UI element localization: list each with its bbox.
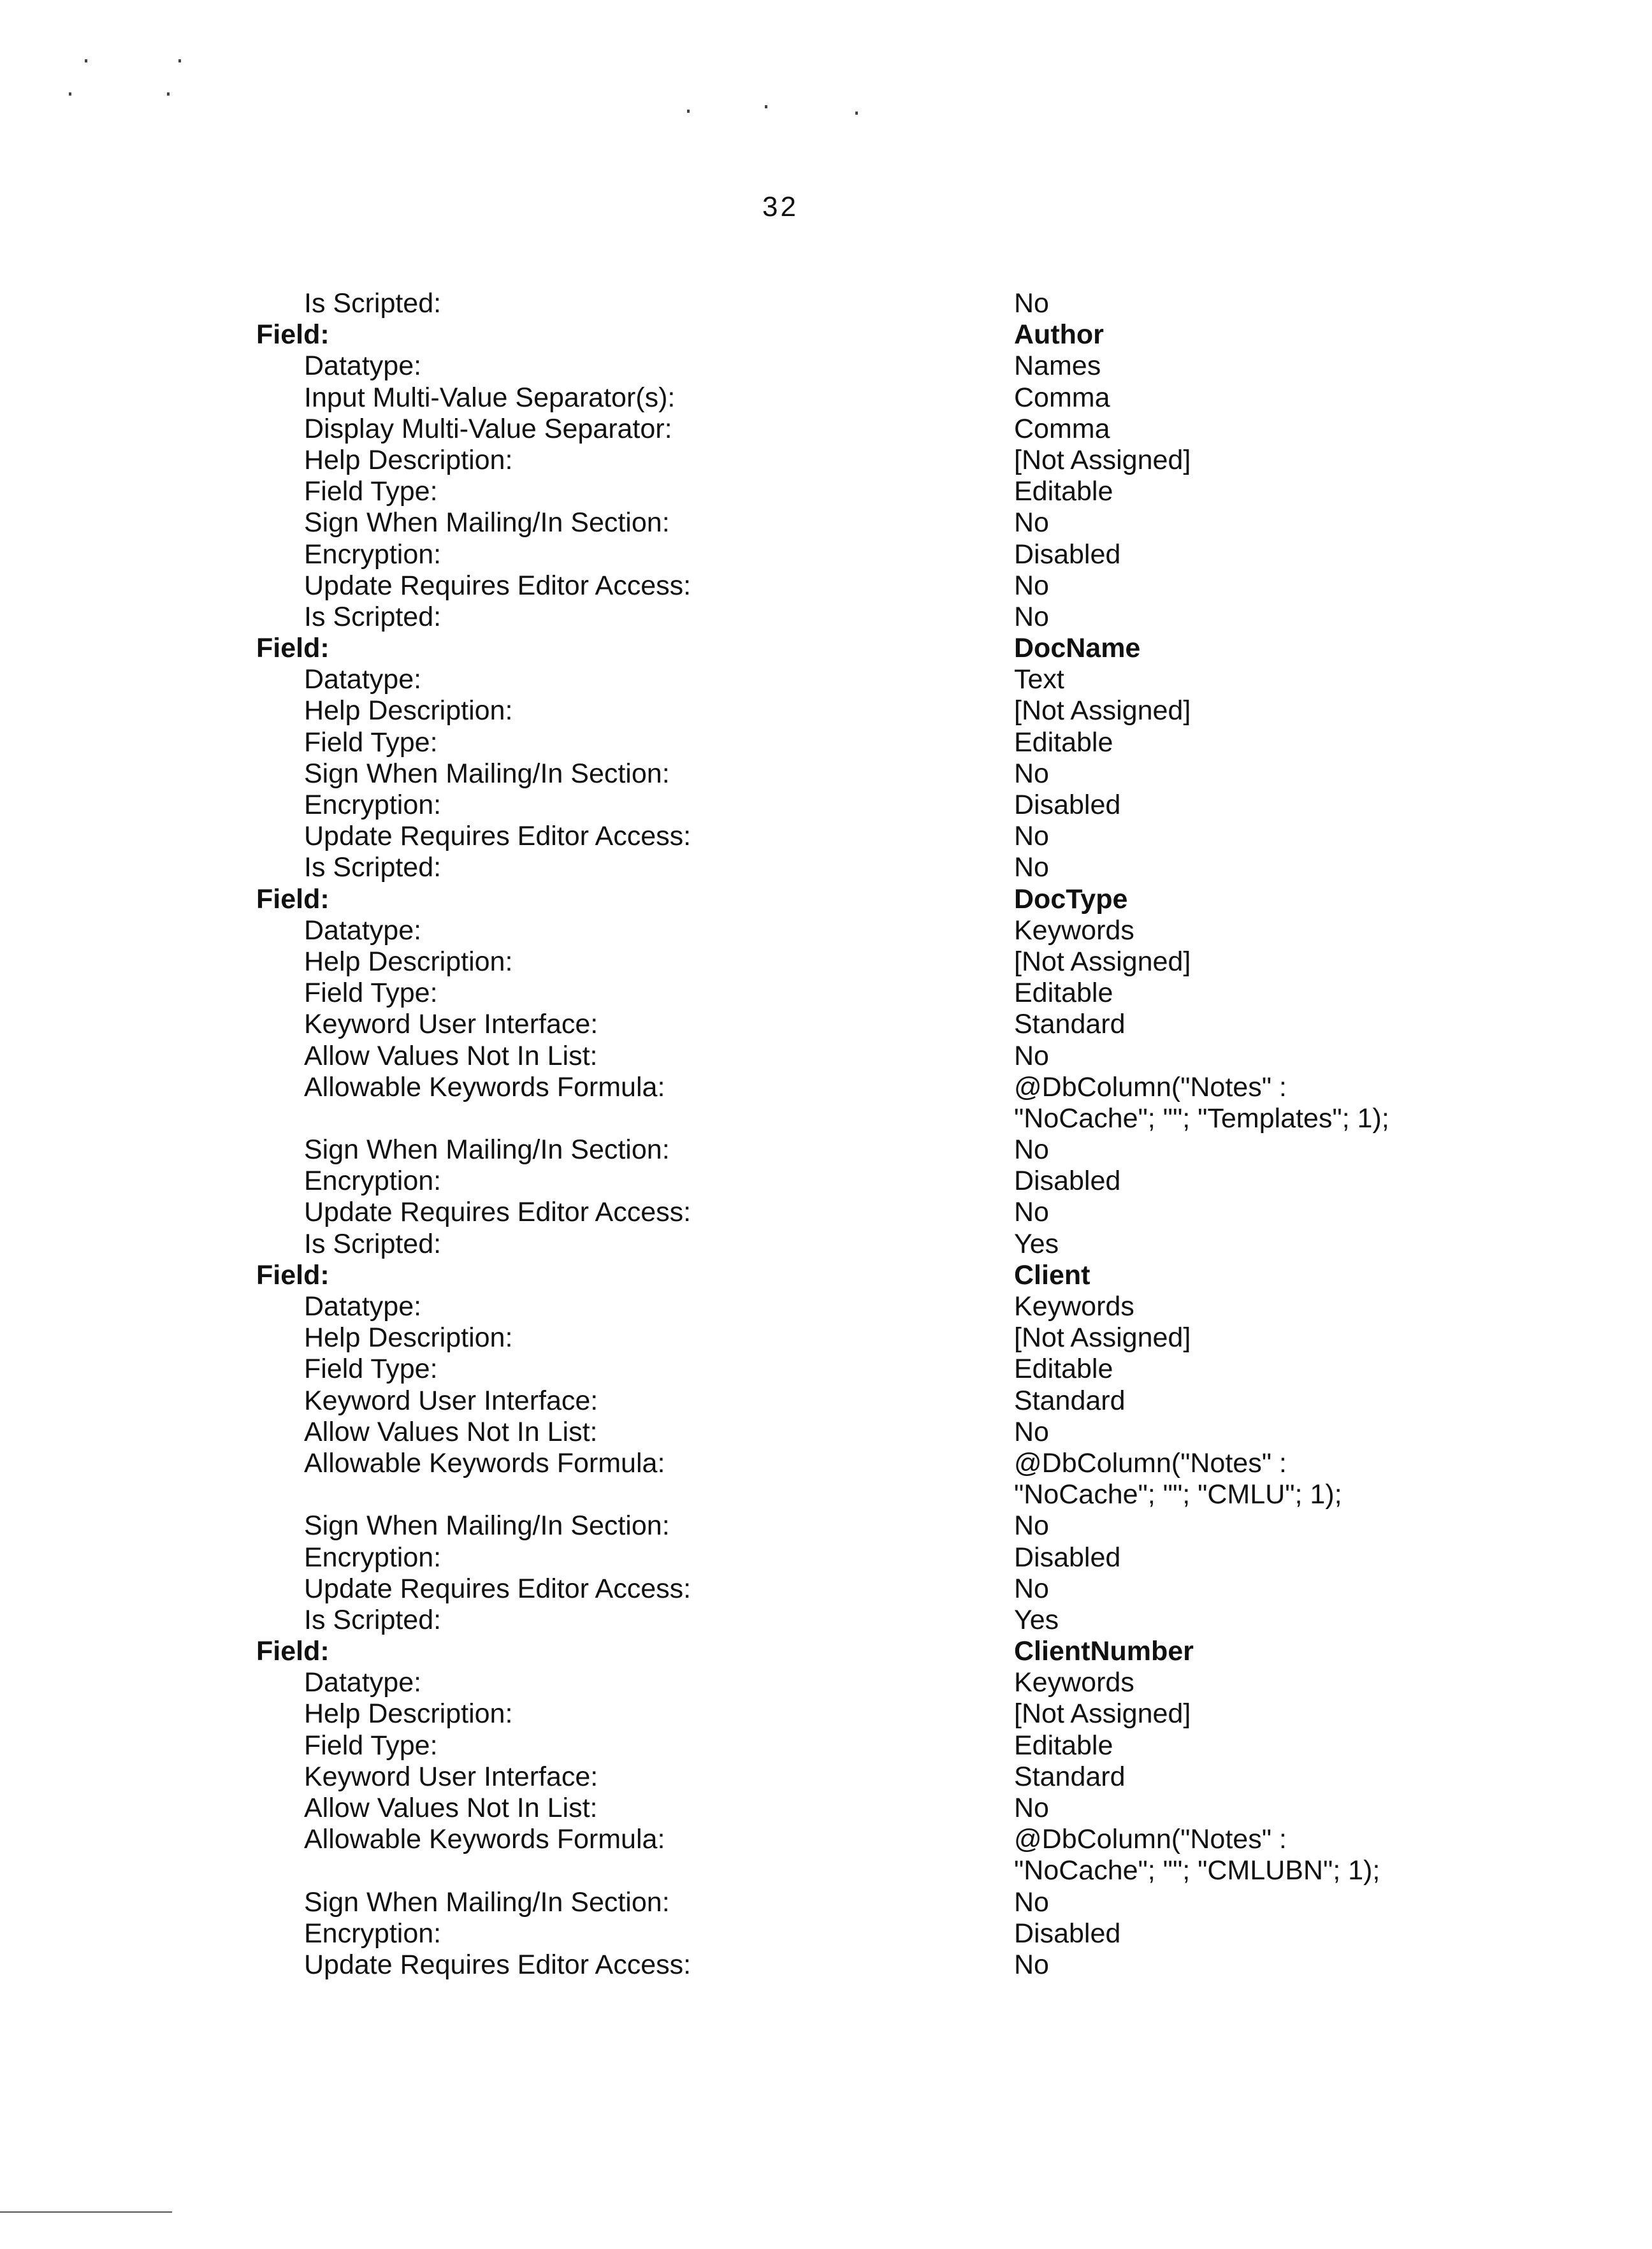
scan-speck	[855, 112, 858, 115]
property-label: Field Type:	[304, 1354, 438, 1385]
property-value: No	[1014, 570, 1049, 602]
property-label: Sign When Mailing/In Section:	[304, 758, 670, 790]
field-header-row	[0, 884, 1652, 915]
property-value: No	[1014, 758, 1049, 790]
property-label: Help Description:	[304, 1322, 512, 1354]
property-value: Standard	[1014, 1009, 1126, 1040]
property-row	[0, 414, 1652, 445]
scan-speck	[167, 92, 170, 96]
property-value: Editable	[1014, 1354, 1113, 1385]
property-label: Allowable Keywords Formula:	[304, 1072, 665, 1103]
property-label: Update Requires Editor Access:	[304, 821, 691, 852]
property-value: Yes	[1014, 1605, 1059, 1636]
property-label: Encryption:	[304, 1166, 441, 1197]
property-label: Field Type:	[304, 476, 438, 507]
property-label: Field Type:	[304, 727, 438, 758]
property-value: Editable	[1014, 978, 1113, 1009]
property-row	[0, 1229, 1652, 1260]
property-label: Encryption:	[304, 790, 441, 821]
property-row	[0, 570, 1652, 602]
property-value: Disabled	[1014, 1166, 1120, 1197]
property-row	[0, 727, 1652, 758]
property-label: Display Multi-Value Separator:	[304, 414, 672, 445]
property-value: Editable	[1014, 476, 1113, 507]
field-name: Author	[1014, 319, 1104, 351]
property-label: Help Description:	[304, 445, 512, 476]
property-row	[0, 1166, 1652, 1197]
property-label: Encryption:	[304, 1542, 441, 1573]
property-label: Datatype:	[304, 1667, 421, 1698]
property-label: Input Multi-Value Separator(s):	[304, 382, 675, 414]
property-value: @DbColumn("Notes" :	[1014, 1824, 1287, 1855]
property-label: Sign When Mailing/In Section:	[304, 1134, 670, 1166]
property-value: No	[1014, 1417, 1049, 1448]
property-label: Sign When Mailing/In Section:	[304, 1887, 670, 1918]
property-row	[0, 1385, 1652, 1417]
property-label: Sign When Mailing/In Section:	[304, 507, 670, 539]
property-label: Field Type:	[304, 1730, 438, 1761]
footer-rule	[0, 2211, 172, 2213]
property-row	[0, 1667, 1652, 1698]
property-value: [Not Assigned]	[1014, 695, 1191, 727]
property-label: Help Description:	[304, 1698, 512, 1730]
field-heading-label: Field:	[256, 633, 330, 664]
property-label: Allowable Keywords Formula:	[304, 1448, 665, 1479]
property-label: Is Scripted:	[304, 288, 441, 319]
property-value: [Not Assigned]	[1014, 1322, 1191, 1354]
property-label: Is Scripted:	[304, 852, 441, 883]
property-value: [Not Assigned]	[1014, 946, 1191, 978]
property-value: @DbColumn("Notes" :	[1014, 1072, 1287, 1103]
scan-speck	[69, 92, 71, 96]
property-label: Help Description:	[304, 695, 512, 727]
property-row	[0, 1510, 1652, 1542]
property-value: Comma	[1014, 382, 1110, 414]
property-value: Disabled	[1014, 1918, 1120, 1949]
property-row	[0, 1417, 1652, 1448]
property-row	[0, 1009, 1652, 1040]
property-row	[0, 1354, 1652, 1385]
property-row	[0, 1855, 1652, 1886]
property-label: Allow Values Not In List:	[304, 1041, 597, 1072]
property-label: Update Requires Editor Access:	[304, 1573, 691, 1605]
field-header-row	[0, 1260, 1652, 1291]
property-label: Datatype:	[304, 351, 421, 382]
property-label: Keyword User Interface:	[304, 1385, 598, 1417]
property-row	[0, 1824, 1652, 1855]
property-row	[0, 1479, 1652, 1510]
property-row	[0, 978, 1652, 1009]
property-row	[0, 758, 1652, 790]
property-value: [Not Assigned]	[1014, 1698, 1191, 1730]
property-label: Allow Values Not In List:	[304, 1417, 597, 1448]
property-value: Keywords	[1014, 1667, 1134, 1698]
property-row	[0, 852, 1652, 883]
field-name: DocName	[1014, 633, 1140, 664]
property-label: Encryption:	[304, 1918, 441, 1949]
property-row	[0, 1730, 1652, 1761]
property-value: Editable	[1014, 727, 1113, 758]
property-value: Editable	[1014, 1730, 1113, 1761]
property-value: No	[1014, 602, 1049, 633]
property-value: Keywords	[1014, 1291, 1134, 1322]
property-row	[0, 445, 1652, 476]
scan-speck	[765, 105, 767, 108]
property-label: Allow Values Not In List:	[304, 1793, 597, 1824]
property-row	[0, 915, 1652, 946]
property-value: Keywords	[1014, 915, 1134, 946]
property-row	[0, 1949, 1652, 1981]
field-heading-label: Field:	[256, 1636, 330, 1667]
scan-speck	[85, 59, 87, 62]
property-row	[0, 382, 1652, 414]
property-row	[0, 1291, 1652, 1322]
property-value: No	[1014, 288, 1049, 319]
property-row	[0, 1918, 1652, 1949]
field-heading-label: Field:	[256, 319, 330, 351]
property-label: Help Description:	[304, 946, 512, 978]
property-row	[0, 602, 1652, 633]
property-row	[0, 1761, 1652, 1793]
property-label: Update Requires Editor Access:	[304, 1197, 691, 1228]
page-number: 32	[762, 191, 799, 223]
property-row	[0, 1197, 1652, 1228]
property-label: Is Scripted:	[304, 1229, 441, 1260]
property-row	[0, 946, 1652, 978]
property-value: No	[1014, 1197, 1049, 1228]
property-row	[0, 1448, 1652, 1479]
property-row	[0, 1041, 1652, 1072]
field-heading-label: Field:	[256, 1260, 330, 1291]
property-row	[0, 1573, 1652, 1605]
property-value: "NoCache"; ""; "CMLUBN"; 1);	[1014, 1855, 1380, 1886]
property-label: Is Scripted:	[304, 602, 441, 633]
property-value: Disabled	[1014, 790, 1120, 821]
property-label: Allowable Keywords Formula:	[304, 1824, 665, 1855]
property-value: No	[1014, 1949, 1049, 1981]
property-value: Disabled	[1014, 539, 1120, 570]
property-row	[0, 1072, 1652, 1103]
property-row	[0, 1542, 1652, 1573]
property-row	[0, 790, 1652, 821]
property-value: No	[1014, 507, 1049, 539]
property-value: Text	[1014, 664, 1064, 695]
property-value: No	[1014, 852, 1049, 883]
property-value: Standard	[1014, 1761, 1126, 1793]
property-row	[0, 1322, 1652, 1354]
property-value: No	[1014, 1510, 1049, 1542]
field-header-row	[0, 633, 1652, 664]
property-label: Datatype:	[304, 1291, 421, 1322]
property-row	[0, 664, 1652, 695]
field-name: Client	[1014, 1260, 1090, 1291]
property-value: [Not Assigned]	[1014, 445, 1191, 476]
property-row	[0, 539, 1652, 570]
property-row	[0, 1698, 1652, 1730]
property-label: Encryption:	[304, 539, 441, 570]
property-row	[0, 476, 1652, 507]
property-value: No	[1014, 1573, 1049, 1605]
property-value: Comma	[1014, 414, 1110, 445]
property-value: No	[1014, 1134, 1049, 1166]
property-value: "NoCache"; ""; "CMLU"; 1);	[1014, 1479, 1342, 1510]
property-value: "NoCache"; ""; "Templates"; 1);	[1014, 1103, 1389, 1134]
property-row	[0, 1605, 1652, 1636]
property-label: Datatype:	[304, 664, 421, 695]
property-row	[0, 695, 1652, 727]
field-name: DocType	[1014, 884, 1127, 915]
scan-speck	[687, 110, 690, 113]
property-value: Names	[1014, 351, 1101, 382]
property-row	[0, 288, 1652, 319]
property-row	[0, 1793, 1652, 1824]
property-label: Sign When Mailing/In Section:	[304, 1510, 670, 1542]
property-value: No	[1014, 1887, 1049, 1918]
property-label: Field Type:	[304, 978, 438, 1009]
field-header-row	[0, 1636, 1652, 1667]
property-value: No	[1014, 1041, 1049, 1072]
property-value: Disabled	[1014, 1542, 1120, 1573]
property-value: Standard	[1014, 1385, 1126, 1417]
field-properties-list	[0, 288, 1652, 1981]
property-label: Keyword User Interface:	[304, 1009, 598, 1040]
property-label: Update Requires Editor Access:	[304, 570, 691, 602]
property-label: Keyword User Interface:	[304, 1761, 598, 1793]
property-row	[0, 1103, 1652, 1134]
property-label: Datatype:	[304, 915, 421, 946]
field-heading-label: Field:	[256, 884, 330, 915]
property-value: @DbColumn("Notes" :	[1014, 1448, 1287, 1479]
property-row	[0, 507, 1652, 539]
property-label: Update Requires Editor Access:	[304, 1949, 691, 1981]
property-value: Yes	[1014, 1229, 1059, 1260]
property-row	[0, 1134, 1652, 1166]
property-value: No	[1014, 1793, 1049, 1824]
field-header-row	[0, 319, 1652, 351]
property-row	[0, 821, 1652, 852]
property-value: No	[1014, 821, 1049, 852]
scan-speck	[178, 59, 181, 62]
property-row	[0, 1887, 1652, 1918]
property-label: Is Scripted:	[304, 1605, 441, 1636]
field-name: ClientNumber	[1014, 1636, 1194, 1667]
property-row	[0, 351, 1652, 382]
